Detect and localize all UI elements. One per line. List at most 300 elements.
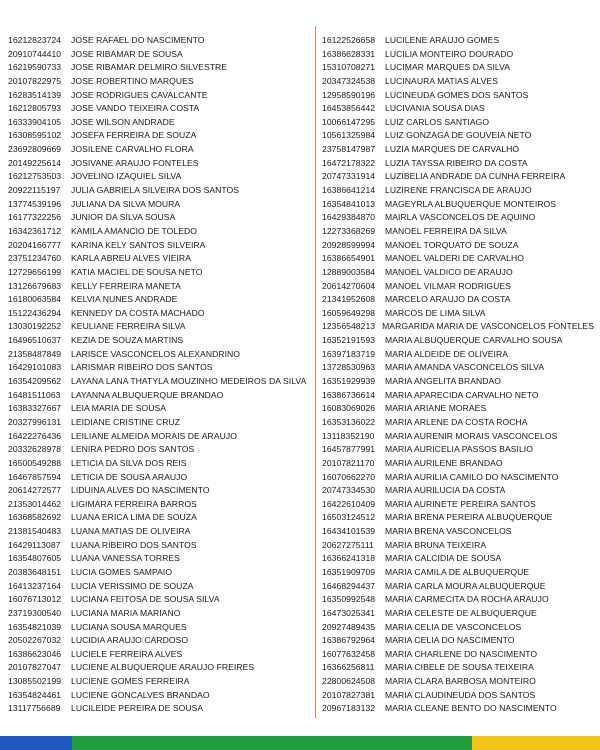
list-item [8,320,308,334]
person-name: LUCILENE ARAUJO GOMES [385,35,500,45]
list-item [322,266,594,280]
list-item [8,702,308,716]
registration-number: 21353014462 [8,498,62,509]
registration-number: 16457877991 [322,444,376,455]
person-name: LUCIENE ALBUQUERQUE ARAUJO FREIRES [71,662,255,673]
registration-number: 16368582692 [8,512,62,523]
person-name: LUZIBELIA ANDRADE DA CUNHA FERREIRA [385,171,566,182]
list-item [8,198,308,212]
person-name: KARINA KELY SANTOS SILVEIRA [71,239,206,250]
list-item [322,61,594,75]
list-item [8,225,308,239]
person-name: MARIA AURINETE PEREIRA SANTOS [385,498,536,509]
list-item [322,102,594,116]
list-item [8,89,308,103]
flag-color-footer-bar [0,736,600,750]
person-name: MARIA CELIA DE VASCONCELOS [385,621,522,632]
person-name: MARIA BRENA VASCONCELOS [385,526,512,537]
person-name: MARIA CLEANE BENTO DO NASCIMENTO [385,703,557,714]
registration-number: 16500549288 [8,457,62,468]
list-item [322,334,594,348]
list-item [322,484,594,498]
person-name: LUCIENE GONCALVES BRANDAO [71,689,210,700]
list-item [8,375,308,389]
list-item [322,525,594,539]
person-name: MARIA AMANDA VASCONCELOS SILVA [385,362,545,373]
registration-number: 16354209562 [8,376,62,387]
list-item [8,607,308,621]
person-name: LUCIDIA ARAUJO CARDOSO [71,635,189,646]
registration-number: 16076713012 [8,594,62,605]
registration-number: 12273368269 [322,225,376,236]
registration-number: 20502267032 [8,635,62,646]
registration-number: 20107821170 [322,457,375,468]
list-item [8,75,308,89]
registration-number: 16354841013 [322,198,376,209]
list-item [8,307,308,321]
registration-number: 12889003584 [322,266,376,277]
person-name: KEULIANE FERREIRA SILVA [71,321,186,332]
list-item [322,675,594,689]
registration-number: 12356548213 [322,321,376,332]
registration-number: 16453856442 [322,103,376,114]
registration-number: 13126679683 [8,280,62,291]
registration-number: 20204166777 [8,239,62,250]
person-name: LIDUINA ALVES DO NASCIMENTO [71,485,210,496]
person-name: MARIA BRENA PEREIRA ALBUQUERQUE [385,512,553,523]
registration-number: 20747334530 [322,485,376,496]
list-item [8,661,308,675]
registration-number: 16429384870 [322,212,376,223]
person-name: LEILIANE ALMEIDA MORAIS DE ARAUJO [71,430,237,441]
list-item [8,443,308,457]
registration-number: 16366256811 [322,662,375,673]
registration-number: 23692809669 [8,144,62,155]
list-item [8,689,308,703]
list-item [322,129,594,143]
left-name-column [8,34,308,716]
person-name: MAIRLA VASCONCELOS DE AQUINO [385,212,536,223]
person-name: JOSE RIBAMAR DE SOUSA [71,48,183,59]
registration-number: 20332628978 [8,444,62,455]
list-item [8,634,308,648]
person-name: JULIANA DA SILVA MOURA [71,198,181,209]
list-item [8,129,308,143]
person-name: MARIA AURICELIA PASSOS BASILIO [385,444,533,455]
registration-number: 16496510637 [8,335,62,346]
person-name: LUCIMAR MARQUES DA SILVA [385,62,511,73]
person-name: MAGEYRLA ALBUQUERQUE MONTEIROS [385,198,557,209]
registration-number: 16386623046 [8,648,62,659]
list-item [322,198,594,212]
list-item [322,443,594,457]
person-name: LUIZ CARLOS SANTIAGO [385,116,490,127]
registration-number: 16283514139 [8,89,62,100]
list-item [322,634,594,648]
person-name: LUZIA MARQUES DE CARVALHO [385,144,520,155]
person-name: LUANA MATIAS DE OLIVEIRA [71,526,191,537]
registration-number: 16386736614 [322,389,376,400]
list-item [322,157,594,171]
person-name: MARIA CELIA DO NASCIMENTO [385,635,515,646]
person-name: LIGIMARA FERREIRA BARROS [71,498,197,509]
list-item [8,157,308,171]
person-name: LUANA RIBEIRO DOS SANTOS [71,539,197,550]
registration-number: 20107822975 [8,75,62,86]
person-name: LEIDIANE CRISTINE CRUZ [71,416,181,427]
registration-number: 20910744410 [8,48,62,59]
list-item [322,293,594,307]
person-name: MANOEL VALDERI DE CARVALHO [385,253,524,264]
list-item [322,607,594,621]
list-item [8,402,308,416]
registration-number: 20927489435 [322,621,376,632]
person-name: MARIA AURILENE BRANDAO [385,457,503,468]
registration-number: 20614272577 [8,485,62,496]
registration-number: 16473025341 [322,607,376,618]
list-item [322,621,594,635]
person-name: KARLA ABREU ALVES VIEIRA [71,253,191,264]
list-item [322,661,594,675]
list-item [8,675,308,689]
footer-yellow-segment [472,736,600,750]
registration-number: 23719300540 [8,607,62,618]
list-item [8,266,308,280]
list-item [322,498,594,512]
person-name: MARIA CAMILA DE ALBUQUERQUE [385,566,530,577]
registration-number: 16083069026 [322,403,376,414]
registration-number: 16481511063 [8,389,61,400]
list-item [8,361,308,375]
registration-number: 20922115197 [8,185,61,196]
registration-number: 16467857594 [8,471,62,482]
list-item [322,211,594,225]
registration-number: 16350992548 [322,594,376,605]
list-item [322,143,594,157]
person-name: MARIA CALCIDIA DE SOUSA [385,553,502,564]
list-item [8,511,308,525]
list-item [8,566,308,580]
person-name: MARIA ALBUQUERQUE CARVALHO SOUSA [385,335,563,346]
list-item [8,389,308,403]
list-item [322,689,594,703]
registration-number: 13030192252 [8,321,62,332]
person-name: LUCIA VERISSIMO DE SOUZA [71,580,194,591]
person-name: JOSE RODRIGUES CAVALCANTE [71,89,208,100]
person-name: LUCIANA MARIA MARIANO [71,607,181,618]
person-name: LUZIRENE FRANCISCA DE ARAUJO [385,185,532,196]
person-name: LARISMAR RIBEIRO DOS SANTOS [71,362,213,373]
list-item [8,498,308,512]
registration-number: 22800624508 [322,676,376,687]
person-name: MARIA CLARA BARBOSA MONTEIRO [385,676,536,687]
registration-number: 16351929939 [322,376,376,387]
registration-number: 20327996131 [8,416,62,427]
list-item [8,48,308,62]
registration-number: 20149225614 [8,157,62,168]
list-item [322,402,594,416]
list-item [8,34,308,48]
registration-number: 16333904105 [8,116,62,127]
list-item [8,539,308,553]
list-item [8,280,308,294]
person-name: LUCIELE FERREIRA ALVES [71,648,183,659]
list-item [8,484,308,498]
person-name: KENNEDY DA COSTA MACHADO [71,307,205,318]
person-name: KATIA MACIEL DE SOUSA NETO [71,266,203,277]
person-name: JOSE ROBERTINO MARQUES [71,75,194,86]
registration-number: 16342361712 [8,225,62,236]
list-item [8,457,308,471]
person-name: MARIA AURENIR MORAIS VASCONCELOS [385,430,558,441]
person-name: JUNIOR DA SILVA SOUSA [71,212,176,223]
registration-number: 16219590733 [8,62,62,73]
registration-number: 16077632458 [322,648,376,659]
person-name: JOSIVANE ARAUJO FONTELES [71,157,199,168]
registration-number: 16397183719 [322,348,376,359]
registration-number: 16429113087 [8,539,61,550]
list-item [322,593,594,607]
list-item [322,539,594,553]
list-item [322,416,594,430]
list-item [8,580,308,594]
registration-number: 16468294437 [322,580,376,591]
person-name: MARIA CARMECITA DA ROCHA ARAUJO [385,594,549,605]
person-name: LUCILEIDE PEREIRA DE SOUSA [71,703,204,714]
person-name: MARCELO ARAUJO DA COSTA [385,294,511,305]
registration-number: 16386654901 [322,253,376,264]
person-name: MARIA AURILIA CAMILO DO NASCIMENTO [385,471,559,482]
person-name: JOVELINO IZAQUIEL SILVA [71,171,182,182]
registration-number: 16434101539 [322,526,376,537]
person-name: JOSE WILSON ANDRADE [71,116,175,127]
registration-number: 16383327667 [8,403,62,414]
person-name: LEIA MARIA DE SOUSA [71,403,167,414]
footer-green-segment-2 [292,736,472,750]
person-name: LAYANNA ALBUQUERQUE BRANDAO [71,389,224,400]
person-name: LUCINAURA MATIAS ALVES [385,75,499,86]
person-name: MARIA CLAUDINEUDA DOS SANTOS [385,689,536,700]
list-item [322,307,594,321]
list-item [8,471,308,485]
registration-number: 13774539196 [8,198,62,209]
person-name: LENIRA PEDRO DOS SANTOS [71,444,195,455]
registration-number: 20747331914 [322,171,376,182]
person-name: LUIZ GONZAGA DE GOUVEIA NETO [385,130,532,141]
person-name: JOSE VANDO TEIXEIRA COSTA [71,103,200,114]
person-name: MARIA CHARLENE DO NASCIMENTO [385,648,538,659]
list-item [8,430,308,444]
registration-number: 10066147295 [322,116,376,127]
list-item [322,580,594,594]
list-item [8,170,308,184]
person-name: LARISCE VASCONCELOS ALEXANDRINO [71,348,241,359]
person-name: JOSILENE CARVALHO FLORA [71,144,194,155]
registration-number: 16180063584 [8,294,62,305]
person-name: LETICIA DA SILVA DOS REIS [71,457,187,468]
list-item [8,348,308,362]
list-item [322,48,594,62]
list-item [8,293,308,307]
person-name: MANOEL FERREIRA DA SILVA [385,225,507,236]
person-name: KELLY FERREIRA MANETA [71,280,181,291]
registration-number: 16354807605 [8,553,62,564]
list-item [8,61,308,75]
list-item [322,375,594,389]
registration-number: 16059649298 [322,307,376,318]
person-name: MARIA AURILUCIA DA COSTA [385,485,506,496]
registration-number: 16308595102 [8,130,62,141]
list-item [8,102,308,116]
list-item [322,116,594,130]
registration-number: 13117756689 [8,703,61,714]
registration-number: 20627275111 [322,539,374,550]
person-name: KELVIA NUNES ANDRADE [71,294,178,305]
person-name: MANOEL VILMAR RODRIGUES [385,280,511,291]
list-item [322,225,594,239]
list-item [322,552,594,566]
registration-number: 20928599994 [322,239,376,250]
person-name: LUCIA GOMES SAMPAIO [71,566,173,577]
list-item [8,552,308,566]
registration-number: 16429101083 [8,362,62,373]
list-item [322,75,594,89]
person-name: JULIA GABRIELA SILVEIRA DOS SANTOS [71,185,240,196]
person-name: LUANA VANESSA TORRES [71,553,180,564]
list-item [8,252,308,266]
registration-number: 20107827047 [8,662,62,673]
person-name: LUCINEUDA GOMES DOS SANTOS [385,89,529,100]
person-name: MANOEL TORQUATO DE SOUZA [385,239,519,250]
registration-number: 16472178322 [322,157,376,168]
person-name: LETICIA DE SOUSA ARAUJO [71,471,188,482]
person-name: MARGARIDA MARIA DE VASCONCELOS FONTELES [382,321,594,332]
registration-number: 15310708271 [322,62,376,73]
registration-number: 16353136022 [322,416,376,427]
registration-number: 13728530963 [322,362,376,373]
person-name: JOSEFA FERREIRA DE SOUZA [71,130,197,141]
person-name: JOSE RAFAEL DO NASCIMENTO [71,35,205,45]
person-name: MARIA ANGELITA BRANDAO [385,376,502,387]
person-name: KEZIA DE SOUZA MARTINS [71,335,184,346]
list-item [322,702,594,716]
registration-number: 20383648151 [8,566,62,577]
list-item [322,239,594,253]
list-item [322,34,594,48]
list-item [322,511,594,525]
list-item [322,430,594,444]
registration-number: 16212823724 [8,35,62,45]
list-item [8,116,308,130]
person-name: MARIA ARLENE DA COSTA ROCHA [385,416,528,427]
person-name: MARIA BRUNA TEIXEIRA [385,539,487,550]
registration-number: 23751234760 [8,253,62,264]
column-divider [315,26,316,718]
person-name: LUCILIA MONTEIRO DOURADO [385,48,514,59]
registration-number: 20614270604 [322,280,376,291]
list-item [322,361,594,375]
person-name: LAYANA LANA THATYLA MOUZINHO MEDEIROS DA SILVA [71,376,307,387]
registration-number: 16122526658 [322,35,376,45]
list-item [8,621,308,635]
person-name: MARIA ARIANE MORAES [385,403,487,414]
registration-number: 20107827381 [322,689,376,700]
list-item [322,389,594,403]
person-name: MARIA CIBELE DE SOUSA TEIXEIRA [385,662,534,673]
registration-number: 15122436294 [8,307,62,318]
list-item [8,525,308,539]
list-item [322,648,594,662]
list-item [8,593,308,607]
registration-number: 12729656199 [8,266,62,277]
person-name: MARCOS DE LIMA SILVA [385,307,486,318]
person-name: LUCIENE GOMES FERREIRA [71,676,190,687]
registration-number: 16212805793 [8,103,62,114]
list-item [8,416,308,430]
registration-number: 16070662270 [322,471,376,482]
registration-number: 16386628331 [322,48,376,59]
list-item [322,348,594,362]
person-name: JOSE RIBAMAR DELMIRO SILVESTRE [71,62,228,73]
list-item [8,648,308,662]
registration-number: 16352191593 [322,335,376,346]
list-item [8,334,308,348]
registration-number: 16177322256 [8,212,62,223]
registration-number: 16422276436 [8,430,62,441]
registration-number: 20967183132 [322,703,376,714]
registration-number: 16366241318 [322,553,376,564]
registration-number: 16354821039 [8,621,62,632]
person-name: MARIA CARLA MOURA ALBUQUERQUE [385,580,546,591]
list-item [8,184,308,198]
list-item [8,239,308,253]
person-name: LUCIANA FEITOSA DE SOUSA SILVA [71,594,220,605]
list-item [8,143,308,157]
list-item [322,280,594,294]
person-name: MARIA CELESTE DE ALBUQUERQUE [385,607,537,618]
person-name: LUCIVANIA SOUSA DIAS [385,103,485,114]
person-name: MARIA ALDEIDE DE OLIVEIRA [385,348,509,359]
person-name: LUCIANA SOUSA MARQUES [71,621,187,632]
list-item [322,252,594,266]
person-name: LUANA ERICA LIMA DE SOUZA [71,512,197,523]
list-item [322,170,594,184]
footer-blue-segment [0,736,72,750]
registration-number: 21358487849 [8,348,62,359]
registration-number: 23758147987 [322,144,376,155]
list-item [322,471,594,485]
registration-number: 16386641214 [322,185,376,196]
registration-number: 21341952608 [322,294,376,305]
registration-number: 16503124512 [322,512,376,523]
registration-number: 16413237164 [8,580,62,591]
list-item [322,457,594,471]
person-name: MARIA APARECIDA CARVALHO NETO [385,389,539,400]
registration-number: 13118352190 [322,430,375,441]
registration-number: 16422610409 [322,498,376,509]
list-item [322,566,594,580]
registration-number: 10561325984 [322,130,376,141]
registration-number: 20347324538 [322,75,376,86]
registration-number: 16212753503 [8,171,62,182]
registration-number: 21381540483 [8,526,62,537]
person-name: KAMILA AMANCIO DE TOLEDO [71,225,198,236]
list-item [322,320,594,334]
person-name: MANOEL VALDICO DE ARAUJO [385,266,513,277]
footer-green-segment [72,736,292,750]
registration-number: 16351909709 [322,566,376,577]
registration-number: 12958590196 [322,89,376,100]
